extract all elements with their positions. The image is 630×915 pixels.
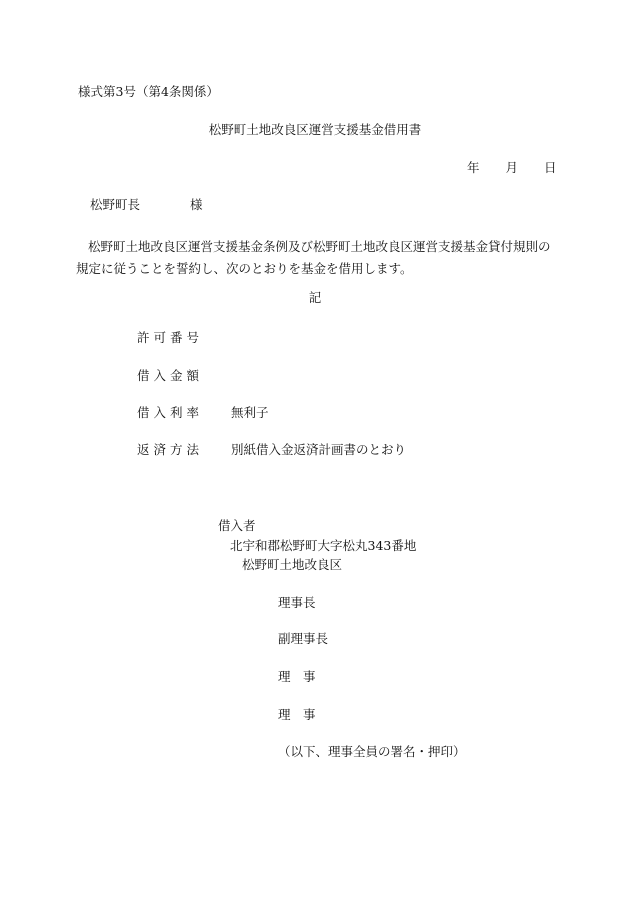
date-line xyxy=(467,162,557,175)
ki-heading: 記 xyxy=(308,290,322,305)
signatory-vice-chairman: 副理事長 xyxy=(278,631,329,646)
signatory-chairman: 理事長 xyxy=(278,595,316,610)
date-month: 月 xyxy=(505,160,519,175)
signature-note: （以下、理事全員の署名・押印） xyxy=(278,744,466,759)
date-year: 年 xyxy=(467,160,480,175)
addressee xyxy=(90,199,203,212)
signatory-director-1: 理 事 xyxy=(278,669,316,684)
document-title: 松野町土地改良区運営支援基金借用書 xyxy=(208,122,422,137)
item-label-repayment-method: 返済方法 xyxy=(137,442,204,457)
item-label-interest-rate: 借入利率 xyxy=(137,405,204,420)
item-value-interest-rate: 無利子 xyxy=(231,405,269,420)
addressee-name: 松野町長 xyxy=(90,197,141,212)
borrower-heading: 借入者 xyxy=(218,518,256,533)
date-day: 日 xyxy=(544,160,557,175)
body-text: 松野町土地改良区運営支援基金条例及び松野町土地改良区運営支援基金貸付規則の規定に従うことを誓約し、次のとおりを基金を借用します。 xyxy=(76,239,551,276)
form-number: 様式第3号（第4条関係） xyxy=(78,84,219,99)
item-label-loan-amount: 借入金額 xyxy=(137,368,204,383)
signatory-director-2: 理 事 xyxy=(278,707,316,722)
borrower-address: 北宇和郡松野町大字松丸343番地 xyxy=(230,538,417,553)
addressee-honorific: 様 xyxy=(190,197,203,212)
item-value-repayment-method: 別紙借入金返済計画書のとおり xyxy=(231,442,407,457)
item-label-permit-number: 許可番号 xyxy=(137,330,204,345)
borrower-organization: 松野町土地改良区 xyxy=(242,557,343,572)
